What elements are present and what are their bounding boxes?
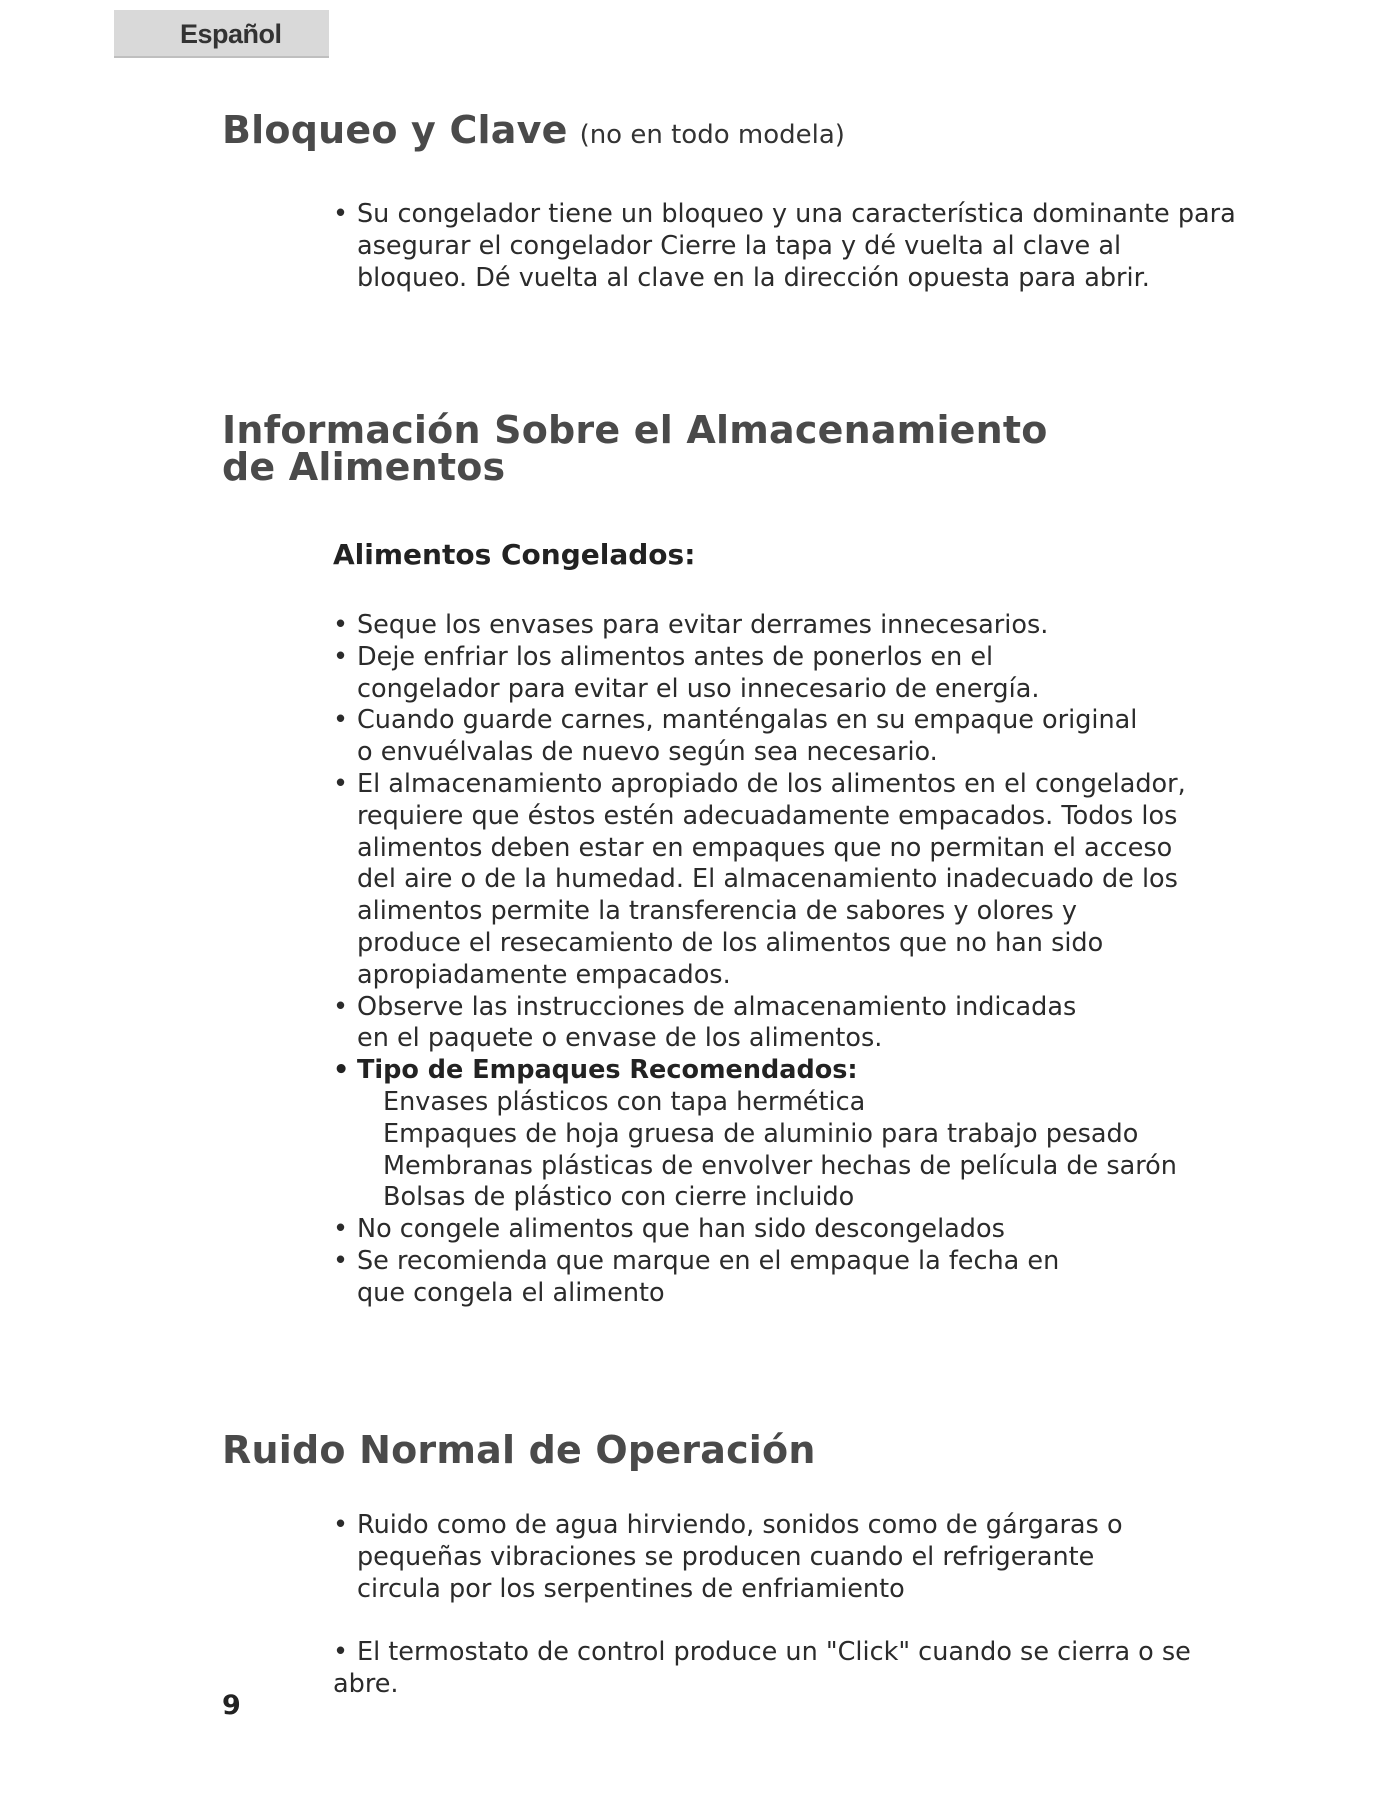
list-item-line: Cuando guarde carnes, manténgalas en su empaque original	[357, 705, 1138, 736]
list-item-line: en el paquete o envase de los alimentos.	[357, 1023, 883, 1054]
subsection-title-frozen-foods: Alimentos Congelados:	[333, 538, 696, 571]
packaging-label: Tipo de Empaques Recomendados:	[357, 1055, 858, 1086]
list-spacer	[333, 1605, 1191, 1637]
list-item	[333, 769, 1186, 992]
list-item	[333, 705, 1186, 769]
list-item-line: o envuélvalas de nuevo según sea necesario.	[357, 737, 938, 768]
list-item	[333, 992, 1186, 1056]
section-title-storage-line: de Alimentos	[222, 445, 506, 489]
list-item-line: del aire o de la humedad. El almacenamiento inadecuado de los	[357, 864, 1178, 895]
list-item-line: alimentos permite la transferencia de sabores y olores y	[357, 896, 1078, 927]
list-item-line: asegurar el congelador Cierre la tapa y dé vuelta al clave al	[357, 230, 1122, 261]
list-item-line: pequeñas vibraciones se producen cuando el refrigerante	[357, 1541, 1095, 1572]
list-item-line: Se recomienda que marque en el empaque la fecha en	[357, 1245, 1060, 1276]
language-tab: Español	[114, 10, 329, 58]
section-title-lock-text: Bloqueo y Clave	[222, 108, 568, 152]
page-number: 9	[222, 1690, 241, 1721]
list-item-line: Deje enfriar los alimentos antes de ponerlos en el	[357, 641, 994, 672]
list-item	[333, 1510, 1191, 1605]
section-title-storage-line: Información Sobre el Almacenamiento	[222, 408, 1048, 452]
list-item	[333, 1637, 1191, 1701]
section-title-noise: Ruido Normal de Operación	[222, 1428, 816, 1472]
section-title-lock	[222, 108, 845, 154]
list-item-line: El termostato de control produce un "Click" cuando se cierra o se	[357, 1637, 1191, 1668]
list-item-line: bloqueo. Dé vuelta al clave en la dirección opuesta para abrir.	[357, 262, 1150, 293]
list-item	[333, 199, 1236, 294]
packaging-option: Membranas plásticas de envolver hechas de película de sarón	[383, 1150, 1177, 1181]
list-item-line: Su congelador tiene un bloqueo y una característica dominante para	[357, 199, 1236, 229]
section-title-storage	[222, 408, 1048, 489]
lock-bullet-list	[333, 199, 1236, 294]
list-item-line: circula por los serpentines de enfriamiento	[357, 1573, 905, 1604]
list-item-line: congelador para evitar el uso innecesario de energía.	[357, 673, 1040, 704]
packaging-option: Bolsas de plástico con cierre incluido	[383, 1182, 855, 1213]
list-item-line: que congela el alimento	[357, 1277, 665, 1308]
list-item-packaging	[333, 1055, 1186, 1214]
list-item-line: produce el resecamiento de los alimentos que no han sido	[357, 927, 1104, 958]
packaging-option: Envases plásticos con tapa hermética	[383, 1086, 866, 1117]
list-item-line: requiere que éstos estén adecuadamente empacados. Todos los	[357, 800, 1178, 831]
list-item	[333, 642, 1186, 706]
list-item-line: alimentos deben estar en empaques que no permitan el acceso	[357, 832, 1173, 863]
list-item-line: Ruido como de agua hirviendo, sonidos como de gárgaras o	[357, 1510, 1123, 1540]
list-item-line: No congele alimentos que han sido descongelados	[357, 1214, 1005, 1245]
packaging-option: Empaques de hoja gruesa de aluminio para trabajo pesado	[383, 1118, 1139, 1149]
list-item	[333, 1214, 1186, 1246]
list-item-line: apropiadamente empacados.	[357, 959, 731, 990]
section-title-lock-note: (no en todo modela)	[579, 120, 845, 150]
list-item	[333, 610, 1186, 642]
list-item-line: Observe las instrucciones de almacenamiento indicadas	[357, 991, 1077, 1022]
list-item	[333, 1246, 1186, 1310]
list-item-line: Seque los envases para evitar derrames innecesarios.	[357, 610, 1049, 640]
list-item-line: El almacenamiento apropiado de los alimentos en el congelador,	[357, 768, 1186, 799]
noise-bullet-list	[333, 1510, 1191, 1701]
storage-bullet-list	[333, 610, 1186, 1310]
list-item-line: abre.	[333, 1668, 399, 1699]
